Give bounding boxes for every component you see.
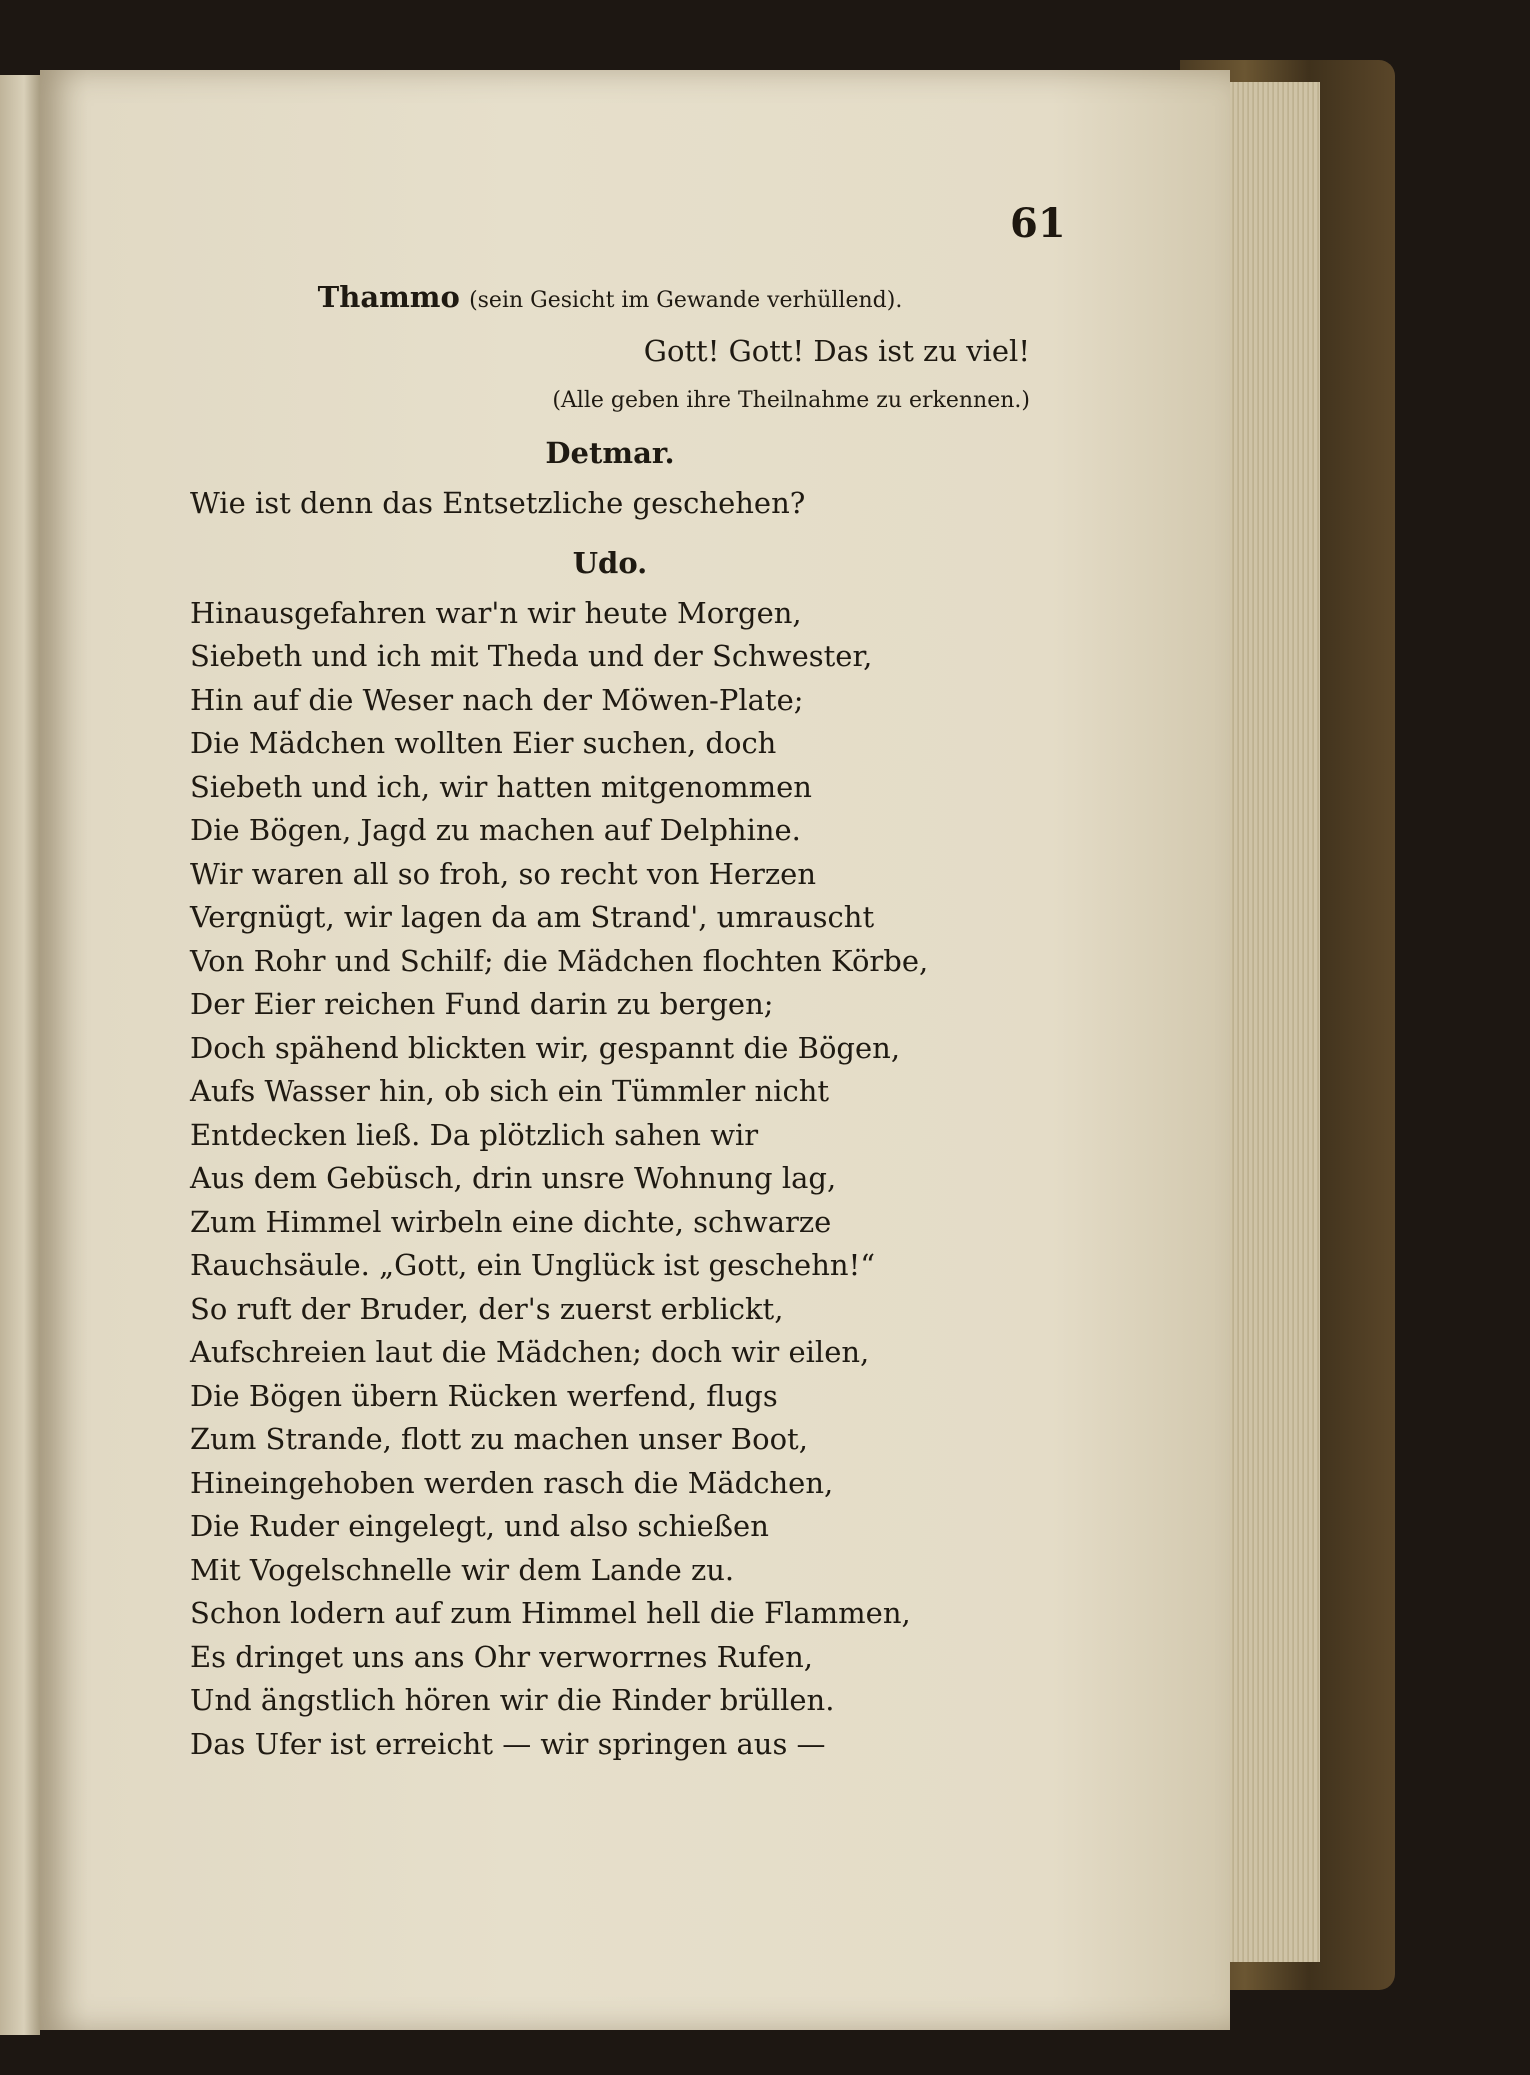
left-page-edge xyxy=(0,75,40,2035)
verse-line: Die Ruder eingelegt, und also schießen xyxy=(190,1509,769,1543)
verse-line: Hineingehoben werden rasch die Mädchen, xyxy=(190,1465,834,1500)
page-number: 61 xyxy=(1010,200,1066,247)
verse-line: So ruft der Bruder, der's zuerst erblickt, xyxy=(190,1291,784,1326)
verse-line: Wir waren all so froh, so recht von Herzen xyxy=(190,856,817,891)
verse-line: Die Bögen, Jagd zu machen auf Delphine. xyxy=(190,813,801,847)
verse-line: Aus dem Gebüsch, drin unsre Wohnung lag, xyxy=(190,1161,837,1195)
verse-line: Mit Vogelschnelle wir dem Lande zu. xyxy=(190,1552,735,1587)
verse-line: Zum Himmel wirbeln eine dichte, schwarze xyxy=(190,1204,832,1239)
verse-line: Siebeth und ich, wir hatten mitgenommen xyxy=(190,769,812,804)
detmar-line: Wie ist denn das Entsetzliche geschehen? xyxy=(190,486,806,520)
verse-line: Aufs Wasser hin, ob sich ein Tümmler nicht xyxy=(190,1074,830,1108)
stage-direction: (Alle geben ihre Theilnahme zu erkennen.) xyxy=(552,388,1030,413)
verse-line: Der Eier reichen Fund darin zu bergen; xyxy=(190,987,774,1021)
verse-line: Und ängstlich hören wir die Rinder brüllen. xyxy=(190,1683,835,1717)
verse-line: Entdecken ließ. Da plötzlich sahen wir xyxy=(190,1117,759,1152)
speaker-direction: (sein Gesicht im Gewande verhüllend). xyxy=(469,288,903,313)
speaker-name: Thammo xyxy=(317,280,460,314)
udo-speech xyxy=(190,592,1030,1767)
thammo-speech: Gott! Gott! Das ist zu viel! xyxy=(643,334,1030,368)
verse-line: Die Mädchen wollten Eier suchen, doch xyxy=(190,726,777,760)
verse-line: Hin auf die Weser nach der Möwen-Plate; xyxy=(190,682,804,717)
verse-line: Siebeth und ich mit Theda und der Schwester, xyxy=(190,639,873,673)
verse-line: Die Bögen übern Rücken werfend, flugs xyxy=(190,1378,778,1413)
verse-line: Zum Strande, flott zu machen unser Boot, xyxy=(190,1422,808,1456)
verse-line: Rauchsäule. „Gott, ein Unglück ist geschehn!“ xyxy=(190,1248,876,1282)
verse-line: Es dringet uns ans Ohr verworrnes Rufen, xyxy=(190,1639,813,1674)
page-text xyxy=(190,270,1030,1766)
verse-line: Von Rohr und Schilf; die Mädchen flochten Körbe, xyxy=(190,943,929,978)
book-page xyxy=(40,70,1230,2030)
speaker-heading-udo: Udo. xyxy=(572,545,648,580)
speaker-heading-detmar: Detmar. xyxy=(545,436,675,470)
verse-line: Vergnügt, wir lagen da am Strand', umrauscht xyxy=(190,900,875,934)
verse-line: Aufschreien laut die Mädchen; doch wir eilen, xyxy=(190,1335,870,1369)
page-block-edges xyxy=(1225,82,1320,1962)
verse-line: Doch spähend blickten wir, gespannt die Bögen, xyxy=(190,1030,901,1065)
speaker-heading-thammo xyxy=(190,270,1030,324)
verse-line: Das Ufer ist erreicht — wir springen aus — xyxy=(190,1726,826,1761)
verse-line: Hinausgefahren war'n wir heute Morgen, xyxy=(190,595,802,630)
verse-line: Schon lodern auf zum Himmel hell die Flammen, xyxy=(190,1596,911,1630)
